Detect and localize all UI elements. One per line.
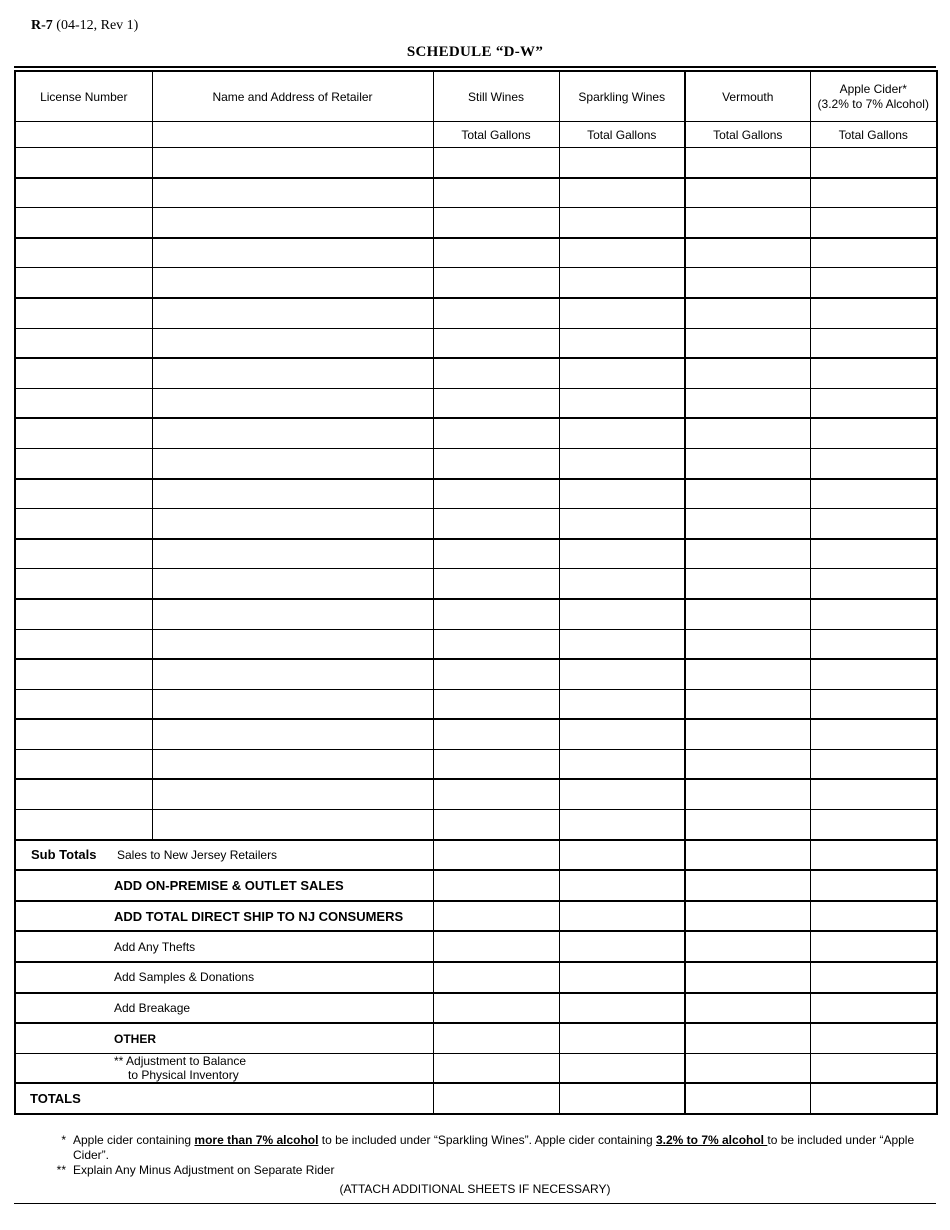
entry-vermouth[interactable]: [685, 749, 810, 779]
header-name-address: Name and Address of Retailer: [152, 71, 433, 122]
table-row: [15, 298, 937, 328]
header-sparkling-wines: Sparkling Wines: [559, 71, 685, 122]
bottom-rule: [14, 1203, 936, 1204]
entry-still-wines[interactable]: [433, 268, 559, 298]
entry-still-wines[interactable]: [433, 328, 559, 358]
entry-vermouth[interactable]: [685, 779, 810, 809]
table-row: [15, 749, 937, 779]
breakage-vermouth[interactable]: [685, 993, 810, 1024]
entry-name-address[interactable]: [152, 629, 433, 659]
entry-sparkling-wines[interactable]: [559, 418, 685, 448]
entry-vermouth[interactable]: [685, 298, 810, 328]
on-premise-text: ADD ON-PREMISE & OUTLET SALES: [114, 878, 344, 894]
page-title: SCHEDULE “D-W”: [406, 44, 544, 60]
entry-vermouth[interactable]: [685, 689, 810, 719]
units-still-gallons: Total Gallons: [433, 122, 559, 148]
header-apple-cider: [810, 71, 937, 122]
entry-sparkling-wines[interactable]: [559, 479, 685, 509]
adjustment-still[interactable]: [433, 1053, 559, 1083]
units-cell-blank: [15, 122, 152, 148]
footnote-mark-2: **: [56, 1163, 66, 1177]
entry-vermouth[interactable]: [685, 388, 810, 418]
table-row: [15, 358, 937, 388]
entry-license-number[interactable]: [15, 509, 152, 539]
units-sparkling-gallons: Total Gallons: [559, 122, 685, 148]
footnote-minus-adjustment: [52, 1163, 932, 1178]
entry-license-number[interactable]: [15, 388, 152, 418]
entry-apple-cider[interactable]: [810, 599, 937, 629]
entry-apple-cider[interactable]: [810, 418, 937, 448]
entry-still-wines[interactable]: [433, 539, 559, 569]
entry-vermouth[interactable]: [685, 208, 810, 238]
totals-label: [15, 1083, 433, 1114]
entry-name-address[interactable]: [152, 569, 433, 599]
adjustment-cider[interactable]: [810, 1053, 937, 1083]
entry-license-number[interactable]: [15, 448, 152, 478]
table-row: [15, 448, 937, 478]
entry-name-address[interactable]: [152, 238, 433, 268]
entry-license-number[interactable]: [15, 238, 152, 268]
breakage-sparkling[interactable]: [559, 993, 685, 1024]
table-row: [15, 659, 937, 689]
table-row: [15, 539, 937, 569]
entry-license-number[interactable]: [15, 810, 152, 840]
footnote-mark-1: *: [61, 1133, 66, 1147]
entry-sparkling-wines[interactable]: [559, 358, 685, 388]
entry-apple-cider[interactable]: [810, 749, 937, 779]
top-rule: [14, 66, 936, 68]
table-row: [15, 810, 937, 840]
on-premise-sparkling[interactable]: [559, 870, 685, 901]
entry-license-number[interactable]: [15, 779, 152, 809]
breakage-text: Add Breakage: [114, 1000, 191, 1015]
entry-sparkling-wines[interactable]: [559, 719, 685, 749]
totals-cider[interactable]: [810, 1083, 937, 1114]
sub-totals-still[interactable]: [433, 840, 559, 871]
direct-ship-text: ADD TOTAL DIRECT SHIP TO NJ CONSUMERS: [114, 908, 404, 924]
entry-license-number[interactable]: [15, 689, 152, 719]
form-id: [31, 18, 138, 34]
entry-license-number[interactable]: [15, 418, 152, 448]
entry-sparkling-wines[interactable]: [559, 448, 685, 478]
entry-name-address[interactable]: [152, 448, 433, 478]
other-cider[interactable]: [810, 1023, 937, 1053]
entry-vermouth[interactable]: [685, 569, 810, 599]
footnote-1-text-a: Apple cider containing: [73, 1133, 195, 1147]
adjustment-row: [15, 1053, 937, 1083]
entry-name-address[interactable]: [152, 719, 433, 749]
entry-name-address[interactable]: [152, 509, 433, 539]
table-row: [15, 178, 937, 208]
sub-totals-cider[interactable]: [810, 840, 937, 871]
entry-sparkling-wines[interactable]: [559, 749, 685, 779]
form-revision: (04-12, Rev 1): [56, 18, 139, 33]
entry-apple-cider[interactable]: [810, 539, 937, 569]
entry-still-wines[interactable]: [433, 208, 559, 238]
table-row: [15, 689, 937, 719]
totals-vermouth[interactable]: [685, 1083, 810, 1114]
samples-text: Add Samples & Donations: [114, 970, 255, 985]
sub-totals-sparkling[interactable]: [559, 840, 685, 871]
sub-totals-heading: Sub Totals: [31, 847, 97, 863]
entry-still-wines[interactable]: [433, 388, 559, 418]
entry-license-number[interactable]: [15, 328, 152, 358]
entry-sparkling-wines[interactable]: [559, 148, 685, 178]
direct-ship-vermouth[interactable]: [685, 901, 810, 932]
on-premise-vermouth[interactable]: [685, 870, 810, 901]
entry-apple-cider[interactable]: [810, 238, 937, 268]
entry-apple-cider[interactable]: [810, 779, 937, 809]
entry-still-wines[interactable]: [433, 479, 559, 509]
units-cell-blank: [152, 122, 433, 148]
entry-apple-cider[interactable]: [810, 810, 937, 840]
entry-still-wines[interactable]: [433, 629, 559, 659]
entry-vermouth[interactable]: [685, 418, 810, 448]
entry-still-wines[interactable]: [433, 779, 559, 809]
entry-apple-cider[interactable]: [810, 358, 937, 388]
thefts-cider[interactable]: [810, 931, 937, 962]
entry-name-address[interactable]: [152, 479, 433, 509]
entry-license-number[interactable]: [15, 148, 152, 178]
form-code: R-7: [31, 18, 53, 33]
entry-license-number[interactable]: [15, 719, 152, 749]
entry-vermouth[interactable]: [685, 629, 810, 659]
entry-still-wines[interactable]: [433, 599, 559, 629]
entry-vermouth[interactable]: [685, 358, 810, 388]
direct-ship-still[interactable]: [433, 901, 559, 932]
entry-apple-cider[interactable]: [810, 479, 937, 509]
table-row: [15, 418, 937, 448]
entry-sparkling-wines[interactable]: [559, 208, 685, 238]
units-vermouth-gallons: Total Gallons: [685, 122, 810, 148]
footnote-1-text-c: to be included under “Apple Cider”.: [73, 1133, 915, 1162]
entry-still-wines[interactable]: [433, 298, 559, 328]
table-row: [15, 238, 937, 268]
footnote-1-text-b: to be included under “Sparkling Wines”. Apple cider containing: [318, 1133, 656, 1147]
sub-totals-row: [15, 840, 937, 871]
entry-still-wines[interactable]: [433, 749, 559, 779]
samples-row: [15, 962, 937, 993]
direct-ship-label: [15, 901, 433, 932]
header-vermouth: Vermouth: [685, 71, 810, 122]
entry-license-number[interactable]: [15, 599, 152, 629]
samples-cider[interactable]: [810, 962, 937, 993]
entry-apple-cider[interactable]: [810, 509, 937, 539]
table-row: [15, 629, 937, 659]
units-row: [15, 122, 937, 148]
footnote-1-emphasis-a: more than 7% alcohol: [194, 1133, 319, 1147]
totals-still[interactable]: [433, 1083, 559, 1114]
entry-still-wines[interactable]: [433, 358, 559, 388]
other-row: [15, 1023, 937, 1053]
retailer-rows: [15, 148, 937, 840]
other-label: [15, 1023, 433, 1053]
samples-label: [15, 962, 433, 993]
entry-vermouth[interactable]: [685, 238, 810, 268]
entry-sparkling-wines[interactable]: [559, 509, 685, 539]
entry-vermouth[interactable]: [685, 448, 810, 478]
entry-name-address[interactable]: [152, 599, 433, 629]
other-sparkling[interactable]: [559, 1023, 685, 1053]
entry-apple-cider[interactable]: [810, 569, 937, 599]
table-row: [15, 719, 937, 749]
entry-still-wines[interactable]: [433, 148, 559, 178]
other-text: OTHER: [114, 1031, 156, 1046]
header-row: [15, 71, 937, 122]
entry-license-number[interactable]: [15, 298, 152, 328]
table-row: [15, 509, 937, 539]
table-row: [15, 599, 937, 629]
units-cider-gallons: Total Gallons: [810, 122, 937, 148]
direct-ship-cider[interactable]: [810, 901, 937, 932]
entry-vermouth[interactable]: [685, 719, 810, 749]
table-row: [15, 148, 937, 178]
entry-still-wines[interactable]: [433, 810, 559, 840]
entry-sparkling-wines[interactable]: [559, 178, 685, 208]
table-row: [15, 208, 937, 238]
entry-license-number[interactable]: [15, 749, 152, 779]
header-still-wines: Still Wines: [433, 71, 559, 122]
on-premise-row: [15, 870, 937, 901]
entry-sparkling-wines[interactable]: [559, 268, 685, 298]
other-still[interactable]: [433, 1023, 559, 1053]
entry-vermouth[interactable]: [685, 539, 810, 569]
entry-name-address[interactable]: [152, 659, 433, 689]
totals-text: TOTALS: [30, 1091, 81, 1107]
entry-apple-cider[interactable]: [810, 178, 937, 208]
on-premise-still[interactable]: [433, 870, 559, 901]
entry-apple-cider[interactable]: [810, 689, 937, 719]
adjustment-label: [15, 1053, 433, 1083]
entry-name-address[interactable]: [152, 178, 433, 208]
entry-license-number[interactable]: [15, 629, 152, 659]
entry-still-wines[interactable]: [433, 178, 559, 208]
thefts-vermouth[interactable]: [685, 931, 810, 962]
entry-apple-cider[interactable]: [810, 659, 937, 689]
adjustment-sparkling[interactable]: [559, 1053, 685, 1083]
adjustment-vermouth[interactable]: [685, 1053, 810, 1083]
table-row: [15, 779, 937, 809]
other-vermouth[interactable]: [685, 1023, 810, 1053]
entry-vermouth[interactable]: [685, 328, 810, 358]
entry-name-address[interactable]: [152, 779, 433, 809]
entry-license-number[interactable]: [15, 479, 152, 509]
entry-license-number[interactable]: [15, 178, 152, 208]
entry-name-address[interactable]: [152, 358, 433, 388]
samples-still[interactable]: [433, 962, 559, 993]
entry-sparkling-wines[interactable]: [559, 388, 685, 418]
breakage-still[interactable]: [433, 993, 559, 1024]
header-apple-cider-line2: (3.2% to 7% Alcohol): [817, 96, 929, 111]
footnote-1-emphasis-b: 3.2% to 7% alcohol: [655, 1133, 768, 1147]
samples-vermouth[interactable]: [685, 962, 810, 993]
entry-apple-cider[interactable]: [810, 388, 937, 418]
entry-sparkling-wines[interactable]: [559, 569, 685, 599]
entry-name-address[interactable]: [152, 749, 433, 779]
totals-sparkling[interactable]: [559, 1083, 685, 1114]
sub-totals-vermouth[interactable]: [685, 840, 810, 871]
thefts-still[interactable]: [433, 931, 559, 962]
entry-license-number[interactable]: [15, 659, 152, 689]
header-apple-cider-line1: Apple Cider*: [839, 81, 907, 96]
attach-note: (ATTACH ADDITIONAL SHEETS IF NECESSARY): [339, 1182, 611, 1196]
header-license-number: License Number: [15, 71, 152, 122]
entry-still-wines[interactable]: [433, 659, 559, 689]
entry-apple-cider[interactable]: [810, 268, 937, 298]
footnote-2-text: Explain Any Minus Adjustment on Separate Rider: [73, 1163, 335, 1177]
adjustment-text-2: to Physical Inventory: [128, 1068, 239, 1083]
entry-name-address[interactable]: [152, 418, 433, 448]
thefts-label: [15, 931, 433, 962]
entry-vermouth[interactable]: [685, 599, 810, 629]
entry-name-address[interactable]: [152, 268, 433, 298]
entry-apple-cider[interactable]: [810, 719, 937, 749]
table-row: [15, 268, 937, 298]
entry-apple-cider[interactable]: [810, 208, 937, 238]
entry-still-wines[interactable]: [433, 689, 559, 719]
breakage-label: [15, 993, 433, 1024]
table-row: [15, 328, 937, 358]
on-premise-cider[interactable]: [810, 870, 937, 901]
entry-sparkling-wines[interactable]: [559, 238, 685, 268]
entry-sparkling-wines[interactable]: [559, 689, 685, 719]
sales-nj-label: Sales to New Jersey Retailers: [117, 848, 278, 863]
table-row: [15, 479, 937, 509]
thefts-sparkling[interactable]: [559, 931, 685, 962]
thefts-text: Add Any Thefts: [114, 939, 196, 954]
sub-totals-label: [15, 840, 433, 871]
breakage-row: [15, 993, 937, 1024]
totals-row: [15, 1083, 937, 1114]
table-row: [15, 388, 937, 418]
samples-sparkling[interactable]: [559, 962, 685, 993]
entry-still-wines[interactable]: [433, 418, 559, 448]
entry-sparkling-wines[interactable]: [559, 810, 685, 840]
entry-apple-cider[interactable]: [810, 448, 937, 478]
breakage-cider[interactable]: [810, 993, 937, 1024]
entry-vermouth[interactable]: [685, 479, 810, 509]
footnotes: [52, 1133, 932, 1178]
entry-sparkling-wines[interactable]: [559, 779, 685, 809]
entry-name-address[interactable]: [152, 208, 433, 238]
entry-license-number[interactable]: [15, 208, 152, 238]
entry-apple-cider[interactable]: [810, 148, 937, 178]
entry-still-wines[interactable]: [433, 569, 559, 599]
entry-apple-cider[interactable]: [810, 629, 937, 659]
entry-vermouth[interactable]: [685, 810, 810, 840]
schedule-table: [14, 70, 938, 1115]
entry-still-wines[interactable]: [433, 509, 559, 539]
entry-apple-cider[interactable]: [810, 328, 937, 358]
entry-sparkling-wines[interactable]: [559, 539, 685, 569]
entry-still-wines[interactable]: [433, 719, 559, 749]
table-row: [15, 569, 937, 599]
adjustment-text-1: ** Adjustment to Balance: [114, 1054, 247, 1069]
thefts-row: [15, 931, 937, 962]
entry-license-number[interactable]: [15, 358, 152, 388]
entry-name-address[interactable]: [152, 298, 433, 328]
entry-vermouth[interactable]: [685, 178, 810, 208]
footnote-apple-cider: [52, 1133, 932, 1163]
entry-name-address[interactable]: [152, 689, 433, 719]
entry-name-address[interactable]: [152, 328, 433, 358]
direct-ship-row: [15, 901, 937, 932]
entry-license-number[interactable]: [15, 569, 152, 599]
entry-name-address[interactable]: [152, 539, 433, 569]
entry-vermouth[interactable]: [685, 509, 810, 539]
entry-name-address[interactable]: [152, 810, 433, 840]
entry-vermouth[interactable]: [685, 148, 810, 178]
entry-name-address[interactable]: [152, 388, 433, 418]
entry-license-number[interactable]: [15, 539, 152, 569]
on-premise-label: [15, 870, 433, 901]
entry-vermouth[interactable]: [685, 659, 810, 689]
entry-apple-cider[interactable]: [810, 298, 937, 328]
entry-license-number[interactable]: [15, 268, 152, 298]
entry-still-wines[interactable]: [433, 238, 559, 268]
entry-sparkling-wines[interactable]: [559, 599, 685, 629]
entry-still-wines[interactable]: [433, 448, 559, 478]
entry-name-address[interactable]: [152, 148, 433, 178]
entry-sparkling-wines[interactable]: [559, 629, 685, 659]
direct-ship-sparkling[interactable]: [559, 901, 685, 932]
entry-vermouth[interactable]: [685, 268, 810, 298]
entry-sparkling-wines[interactable]: [559, 659, 685, 689]
entry-sparkling-wines[interactable]: [559, 298, 685, 328]
entry-sparkling-wines[interactable]: [559, 328, 685, 358]
